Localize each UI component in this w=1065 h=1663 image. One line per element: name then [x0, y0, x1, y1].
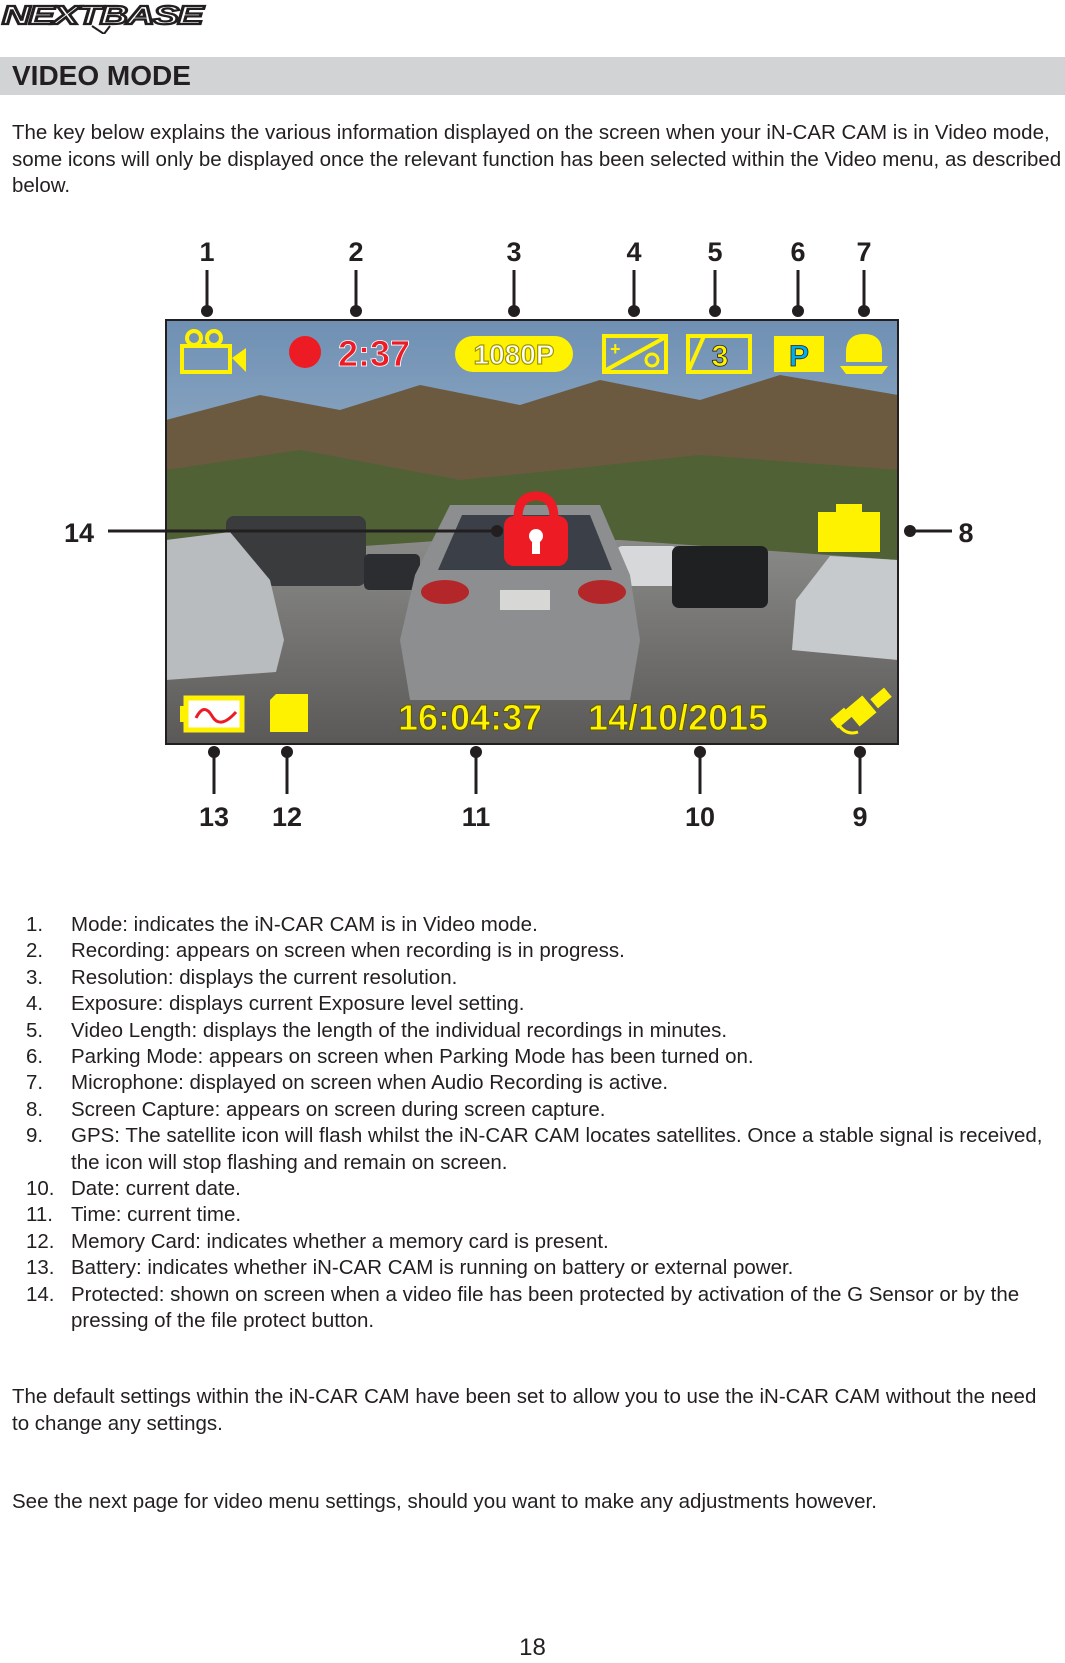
callout-7-number: 7 — [856, 237, 872, 267]
video-length-value: 3 — [711, 340, 729, 373]
list-item-text: Parking Mode: appears on screen when Parking Mode has been turned on. — [71, 1045, 754, 1069]
callout-7 — [856, 237, 871, 317]
parking-mode-icon — [774, 336, 824, 373]
list-item — [26, 938, 1046, 964]
callout-6-number: 6 — [790, 237, 806, 267]
callout-3 — [506, 237, 521, 317]
list-item-number: 7. — [26, 1071, 44, 1095]
list-item-number: 14. — [26, 1282, 55, 1306]
callout-3-number: 3 — [506, 237, 522, 267]
list-item — [26, 1202, 1046, 1228]
list-item-number: 6. — [26, 1045, 44, 1069]
list-item-number: 5. — [26, 1018, 44, 1042]
callout-5 — [707, 237, 722, 317]
intro-paragraph: The key below explains the various information displayed on the screen when your iN-CAR CAM is in Video mode, some icons will only be displayed once the relevant function has been selected within the Video menu, as described below. — [12, 121, 1062, 197]
list-item — [26, 1255, 1046, 1281]
list-item — [26, 965, 1046, 991]
callout-11-number: 11 — [461, 802, 491, 832]
list-item — [26, 991, 1046, 1017]
callout-14-number: 14 — [63, 518, 95, 548]
list-item-text: Screen Capture: appears on screen during screen capture. — [71, 1097, 606, 1121]
list-item-number: 12. — [26, 1229, 55, 1253]
callout-10-number: 10 — [684, 802, 716, 832]
list-item-number: 2. — [26, 939, 44, 963]
callouts-top — [199, 237, 871, 317]
callout-4 — [626, 237, 641, 317]
list-item — [26, 1044, 1046, 1070]
callout-12 — [272, 746, 302, 832]
list-item-number: 13. — [26, 1256, 55, 1280]
list-item-text: Video Length: displays the length of the individual recordings in minutes. — [71, 1018, 728, 1042]
list-item-text: GPS: The satellite icon will flash whilst the iN-CAR CAM locates satellites. Once a stable signal is received, the icon will stop flashing and remain on screen. — [71, 1124, 1043, 1174]
section-title: VIDEO MODE — [12, 60, 191, 91]
callout-9 — [852, 746, 867, 832]
resolution-badge — [455, 336, 573, 372]
list-item — [26, 1176, 1046, 1202]
callout-8-number: 8 — [958, 518, 974, 548]
callout-4-number: 4 — [626, 237, 642, 267]
list-item-text: Battery: indicates whether iN-CAR CAM is running on battery or external power. — [71, 1256, 794, 1280]
list-item-text: Recording: appears on screen when recording is in progress. — [71, 939, 625, 963]
list-item — [26, 912, 1046, 938]
list-item — [26, 1070, 1046, 1096]
next-page-paragraph: See the next page for video menu settings, should you want to make any adjustments however. — [12, 1490, 877, 1513]
callout-13 — [199, 746, 229, 832]
list-item-number: 4. — [26, 992, 44, 1016]
nextbase-logo — [0, 0, 210, 34]
list-item-text: Protected: shown on screen when a video file has been protected by activation of the G Sensor or by the pressing of the file protect button. — [71, 1282, 1020, 1333]
list-item-text: Exposure: displays current Exposure level setting. — [71, 992, 525, 1016]
svg-text:+: + — [610, 339, 621, 359]
time-display: 16:04:37 — [398, 697, 543, 738]
callout-2-number: 2 — [348, 237, 364, 267]
logo-text: NEXTBASE — [2, 0, 205, 30]
callout-8 — [904, 518, 974, 548]
recording-time: 2:37 — [338, 333, 411, 374]
memory-card-icon — [270, 694, 308, 732]
callout-12-number: 12 — [271, 802, 303, 832]
list-item-number: 3. — [26, 965, 44, 989]
callouts-bottom — [199, 746, 868, 832]
resolution-value: 1080P — [473, 339, 555, 370]
screen-diagram — [0, 230, 1065, 840]
parking-label: P — [788, 340, 810, 373]
list-item-text: Resolution: displays the current resolution. — [71, 965, 458, 989]
callout-6 — [790, 237, 805, 317]
callout-1 — [199, 237, 214, 317]
list-item-text: Mode: indicates the iN-CAR CAM is in Video mode. — [71, 913, 538, 936]
section-header-bar — [0, 57, 1065, 95]
list-item-text: Microphone: displayed on screen when Audio Recording is active. — [71, 1071, 669, 1095]
list-item-text: Date: current date. — [71, 1177, 241, 1201]
callout-13-number: 13 — [198, 802, 230, 832]
list-item-number: 1. — [26, 913, 44, 936]
list-item-text: Time: current time. — [71, 1203, 242, 1227]
list-item — [26, 1097, 1046, 1123]
page-number: 18 — [519, 1634, 546, 1661]
date-display: 14/10/2015 — [588, 697, 769, 738]
list-item — [26, 1123, 1046, 1176]
list-item-number: 11. — [26, 1203, 53, 1227]
list-item-text: Memory Card: indicates whether a memory card is present. — [71, 1229, 609, 1253]
list-item-number: 10. — [26, 1177, 55, 1201]
callout-1-number: 1 — [199, 237, 215, 267]
list-item-number: 8. — [26, 1097, 44, 1121]
list-item-number: 9. — [26, 1124, 44, 1148]
callout-5-number: 5 — [707, 237, 723, 267]
recording-dot-icon — [289, 336, 321, 368]
list-item — [26, 1229, 1046, 1255]
list-item — [26, 1018, 1046, 1044]
default-settings-paragraph: The default settings within the iN-CAR CAM have been set to allow you to use the iN-CAR CAM without the need to change any settings. — [12, 1385, 1037, 1435]
callout-2 — [348, 237, 363, 317]
list-item — [26, 1282, 1046, 1335]
callout-10 — [685, 746, 715, 832]
battery-icon — [180, 698, 242, 730]
callout-11 — [462, 746, 491, 832]
legend-list — [26, 912, 1046, 1335]
callout-9-number: 9 — [852, 802, 868, 832]
